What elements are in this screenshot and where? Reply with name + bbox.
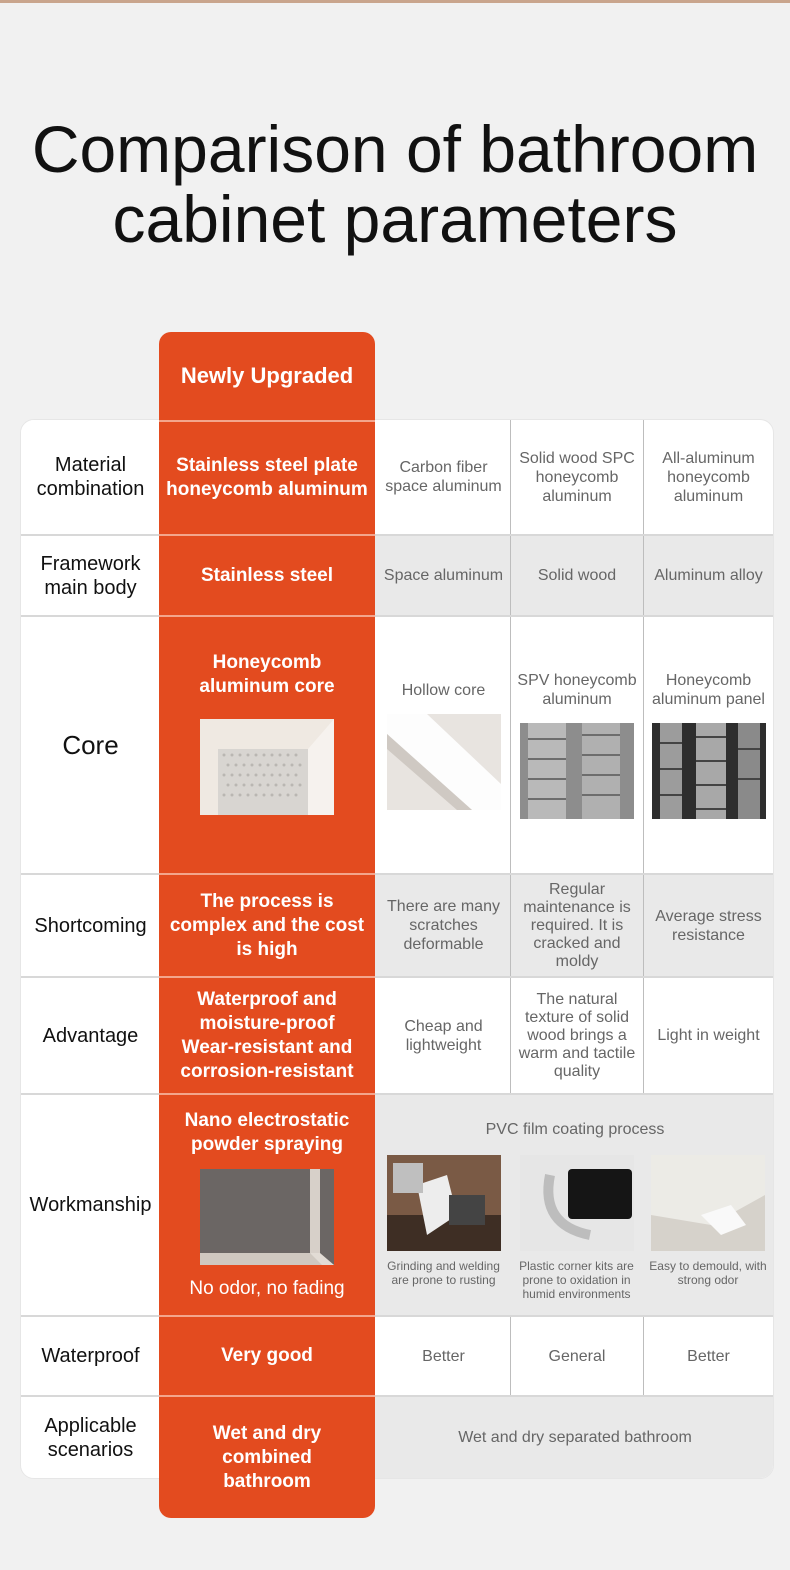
row-label: Applicable scenarios: [21, 1397, 160, 1478]
column-header: Newly Upgraded: [180, 362, 354, 388]
cell-solid-wood: [510, 1155, 643, 1301]
cell-carbon: Carbon fiber space aluminum: [385, 459, 502, 495]
process-label: PVC film coating process: [485, 1121, 665, 1138]
upgraded-material: Stainless steel plate honeycomb aluminum: [166, 455, 368, 500]
cell-solid-wood: General: [510, 1317, 643, 1395]
row-label: Waterproof: [21, 1317, 160, 1395]
cell-aluminum: All-aluminum honeycomb aluminum: [643, 420, 773, 534]
cell-solid-wood: Solid wood SPC honeycomb aluminum: [510, 420, 643, 534]
row-shortcoming: [21, 875, 773, 978]
cell-carbon: Cheap and lightweight: [404, 1017, 483, 1054]
film-coating-image: [651, 1155, 765, 1251]
cell-aluminum: Average stress resistance: [643, 875, 773, 976]
powder-spray-image: [200, 1169, 334, 1265]
cell-carbon: Better: [422, 1347, 465, 1365]
upgraded-framework: Stainless steel: [200, 564, 334, 586]
cell-text: Hollow core: [401, 681, 486, 699]
row-advantage: [21, 978, 773, 1095]
upgraded-scenarios: Wet and dry combined bathroom: [212, 1422, 322, 1492]
top-border: [0, 0, 790, 3]
cell-carbon: [377, 617, 510, 873]
cell-text: Nano electrostatic powder spraying: [184, 1110, 350, 1155]
cell-solid-wood: Regular maintenance is required. It is cracked and moldy: [510, 875, 643, 976]
row-label: Core: [21, 617, 160, 873]
page-title: Comparison of bathroom cabinet parameters: [31, 112, 759, 256]
cell-carbon: There are many scratches deformable: [387, 898, 500, 953]
hollow-core-image: [387, 714, 501, 810]
cell-text: SPV honeycomb aluminum: [517, 672, 637, 708]
upgraded-advantage: Waterproof and moisture-proof Wear-resistant and corrosion-resistant: [180, 988, 354, 1082]
cell-solid-wood: Solid wood: [510, 536, 643, 615]
row-waterproof: [21, 1317, 773, 1397]
cell-text: No odor, no fading: [189, 1278, 345, 1299]
cell-aluminum: Light in weight: [643, 978, 773, 1093]
upgraded-waterproof: Very good: [221, 1345, 313, 1366]
cell-solid-wood: The natural texture of solid wood brings a warm and tactile quality: [510, 978, 643, 1093]
cell-aluminum: Aluminum alloy: [643, 536, 773, 615]
caption: Easy to demould, with strong odor: [649, 1259, 767, 1287]
welding-image: [387, 1155, 501, 1251]
honeycomb-core-image: [200, 719, 334, 815]
cell-others: Wet and dry separated bathroom: [458, 1429, 692, 1446]
row-workmanship: [21, 1095, 773, 1317]
row-core: [21, 617, 773, 875]
cell-aluminum: Better: [643, 1317, 773, 1395]
row-label: Workmanship: [21, 1095, 160, 1315]
row-label: Shortcoming: [21, 875, 160, 976]
comparison-table: [20, 419, 774, 1479]
cell-carbon: [377, 1155, 510, 1287]
corner-kit-image: [520, 1155, 634, 1251]
cell-aluminum: [643, 1155, 773, 1287]
row-label: Framework main body: [21, 536, 160, 615]
row-framework: [21, 536, 773, 617]
caption: Plastic corner kits are prone to oxidation in humid environments: [519, 1259, 634, 1301]
row-label: Material combination: [21, 420, 160, 534]
honeycomb-image: [520, 723, 634, 819]
row-scenarios: [21, 1397, 773, 1478]
cell-text: Honeycomb aluminum panel: [652, 672, 765, 708]
row-label: Advantage: [21, 978, 160, 1093]
upgraded-core: [159, 617, 375, 873]
cell-text: Honeycomb aluminum core: [199, 652, 335, 697]
caption: Grinding and welding are prone to rusting: [387, 1259, 500, 1287]
upgraded-shortcoming: The process is complex and the cost is high: [169, 890, 365, 960]
cell-solid-wood: [510, 617, 643, 873]
row-material: [21, 420, 773, 536]
cell-carbon: Space aluminum: [383, 567, 504, 584]
upgraded-workmanship: [159, 1095, 375, 1315]
cell-aluminum: [643, 617, 773, 873]
honeycomb-panel-image: [652, 723, 766, 819]
